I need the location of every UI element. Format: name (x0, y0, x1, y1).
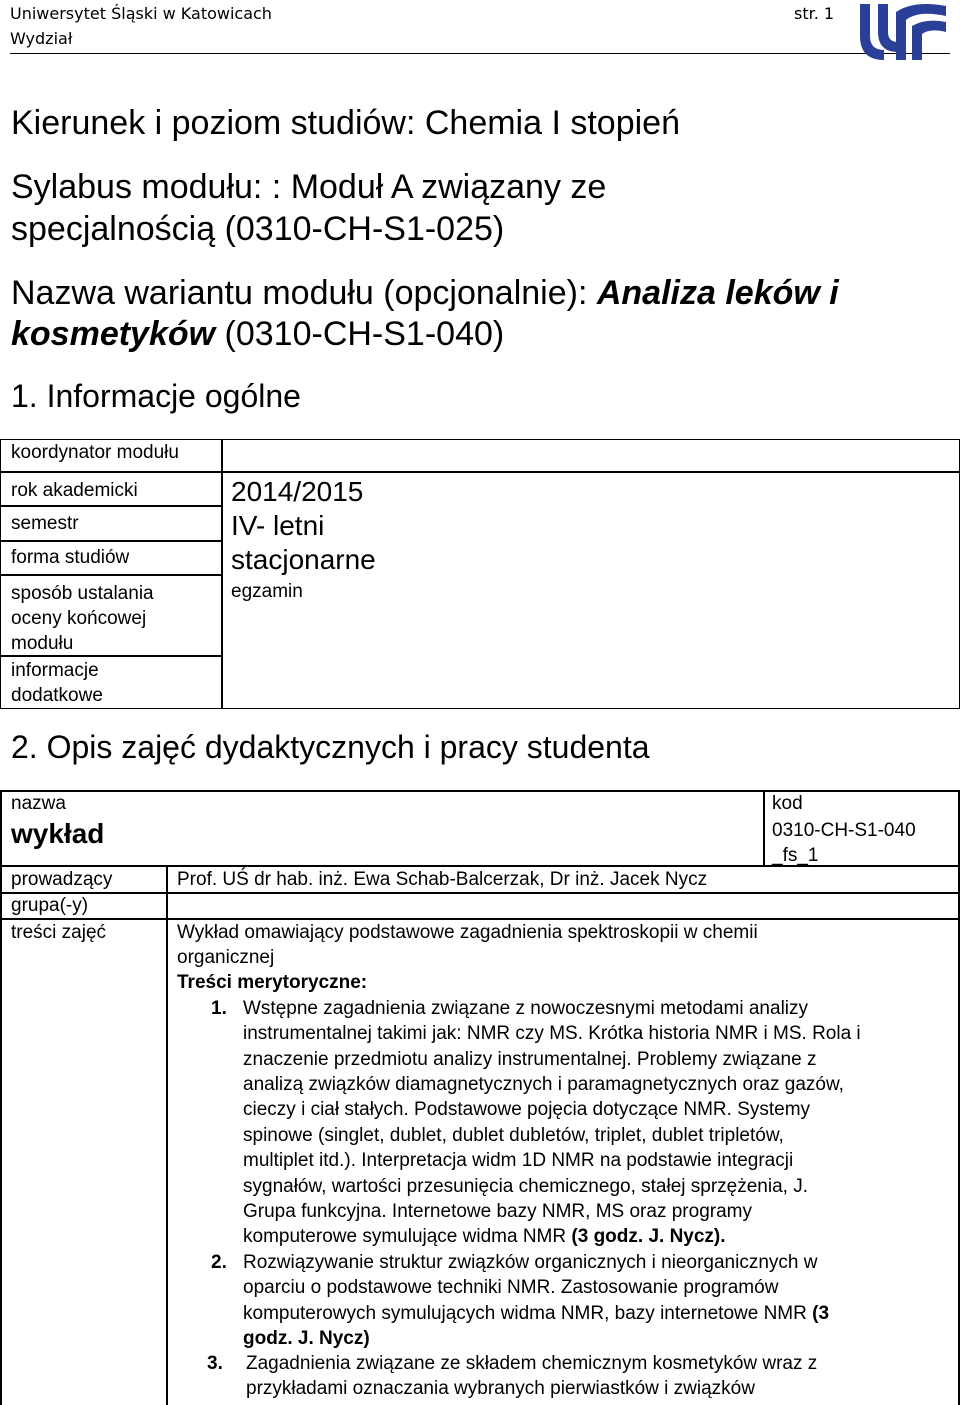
instructors-label: prowadzący (11, 869, 113, 890)
section1-heading: 1. Informacje ogólne (11, 378, 301, 414)
item-3-line: Zagadnienia związane ze składem chemicznym kosmetyków wraz z (246, 1353, 818, 1374)
university-logo-icon (856, 2, 950, 62)
item-1-line: sygnałów, wartości przesunięcia chemicznego, stałej sprzężenia, J. (243, 1176, 808, 1197)
item-1-last-line: komputerowe symulujące widma NMR (3 godz. J. Nycz). (243, 1226, 726, 1247)
nazwa-label: nazwa (11, 793, 66, 814)
instructors-value: Prof. UŚ dr hab. inż. Ewa Schab-Balcerzak, Dr inż. Jacek Nycz (177, 869, 708, 890)
item-2-line: Rozwiązywanie struktur związków organicznych i nieorganicznych w (243, 1252, 818, 1273)
item-2-line: oparciu o podstawowe techniki NMR. Zastosowanie programów (243, 1277, 779, 1298)
academic-year-label: rok akademicki (11, 480, 138, 501)
grading-method-value: egzamin (231, 581, 303, 602)
variant-name-part2: kosmetyków (11, 315, 216, 353)
variant-name-part1: Analiza leków i (596, 274, 839, 312)
course-type-value: wykład (11, 818, 105, 849)
grading-method-label: sposób ustalania oceny końcowej modułu (11, 583, 154, 654)
groups-label: grupa(-y) (11, 895, 89, 916)
variant-code: (0310-CH-S1-040) (215, 315, 505, 353)
kod-label: kod (772, 793, 803, 814)
additional-info-label: informacje dodatkowe (11, 660, 103, 706)
item-1-line: Grupa funkcyjna. Internetowe bazy NMR, MS oraz programy (243, 1201, 752, 1222)
header-rule (10, 53, 950, 54)
coordinator-label: koordynator modułu (11, 442, 179, 463)
content-subheading: Treści merytoryczne: (177, 972, 368, 993)
university-name: Uniwersytet Śląski w Katowicach (10, 4, 272, 23)
section2-heading: 2. Opis zajęć dydaktycznych i pracy studenta (11, 729, 650, 765)
program-title: Kierunek i poziom studiów: Chemia I stopień (11, 104, 680, 142)
academic-year-value: 2014/2015 (231, 476, 364, 507)
item-1-line: analizą związków diamagnetycznych i paramagnetycznych oraz gazów, (243, 1074, 844, 1095)
item-1-number: 1. (211, 998, 227, 1019)
module-title-line1: Sylabus modułu: : Moduł A związany ze (11, 168, 607, 206)
item-1-line: spinowe (singlet, dublet, dublet dubletów, triplet, dublet tripletów, (243, 1125, 784, 1146)
course-code-line2: _fs_1 (772, 845, 819, 866)
page-number: str. 1 (794, 4, 835, 23)
item-1-line: znaczenie przedmiotu analizy instrumentalnej. Problemy związane z (243, 1049, 817, 1070)
item-2-number: 2. (211, 1252, 227, 1273)
variant-title-line2 (11, 315, 504, 354)
content-intro-line1: Wykład omawiający podstawowe zagadnienia spektroskopii w chemii (177, 922, 758, 943)
course-code-line1: 0310-CH-S1-040 (772, 820, 916, 841)
semester-value: IV- letni (231, 510, 325, 541)
item-3-line: przykładami oznaczania wybranych pierwiastków i związków (246, 1378, 755, 1399)
study-form-value: stacjonarne (231, 544, 376, 575)
item-1-line: multiplet itd.). Interpretacja widm 1D NMR na podstawie integracji (243, 1150, 794, 1171)
module-title-line2: specjalnością (0310-CH-S1-025) (11, 210, 505, 248)
item-1-line: instrumentalnej takimi jak: NMR czy MS. Krótka historia NMR i MS. Rola i (243, 1023, 861, 1044)
variant-label: Nazwa wariantu modułu (opcjonalnie): (11, 274, 597, 312)
variant-title-line1 (11, 274, 839, 313)
semester-label: semestr (11, 513, 79, 534)
item-3-number: 3. (207, 1353, 223, 1374)
item-2-last-line: godz. J. Nycz) (243, 1328, 370, 1349)
item-2-line3: komputerowych symulujących widma NMR, bazy internetowe NMR (3 (243, 1303, 830, 1324)
faculty-label: Wydział (10, 29, 73, 48)
item-1-line: cieczy i ciał stałych. Podstawowe pojęcia dotyczące NMR. Systemy (243, 1099, 811, 1120)
item-1-line: Wstępne zagadnienia związane z nowoczesnymi metodami analizy (243, 998, 809, 1019)
content-intro-line2: organicznej (177, 947, 275, 968)
content-label: treści zajęć (11, 922, 107, 943)
study-form-label: forma studiów (11, 547, 130, 568)
